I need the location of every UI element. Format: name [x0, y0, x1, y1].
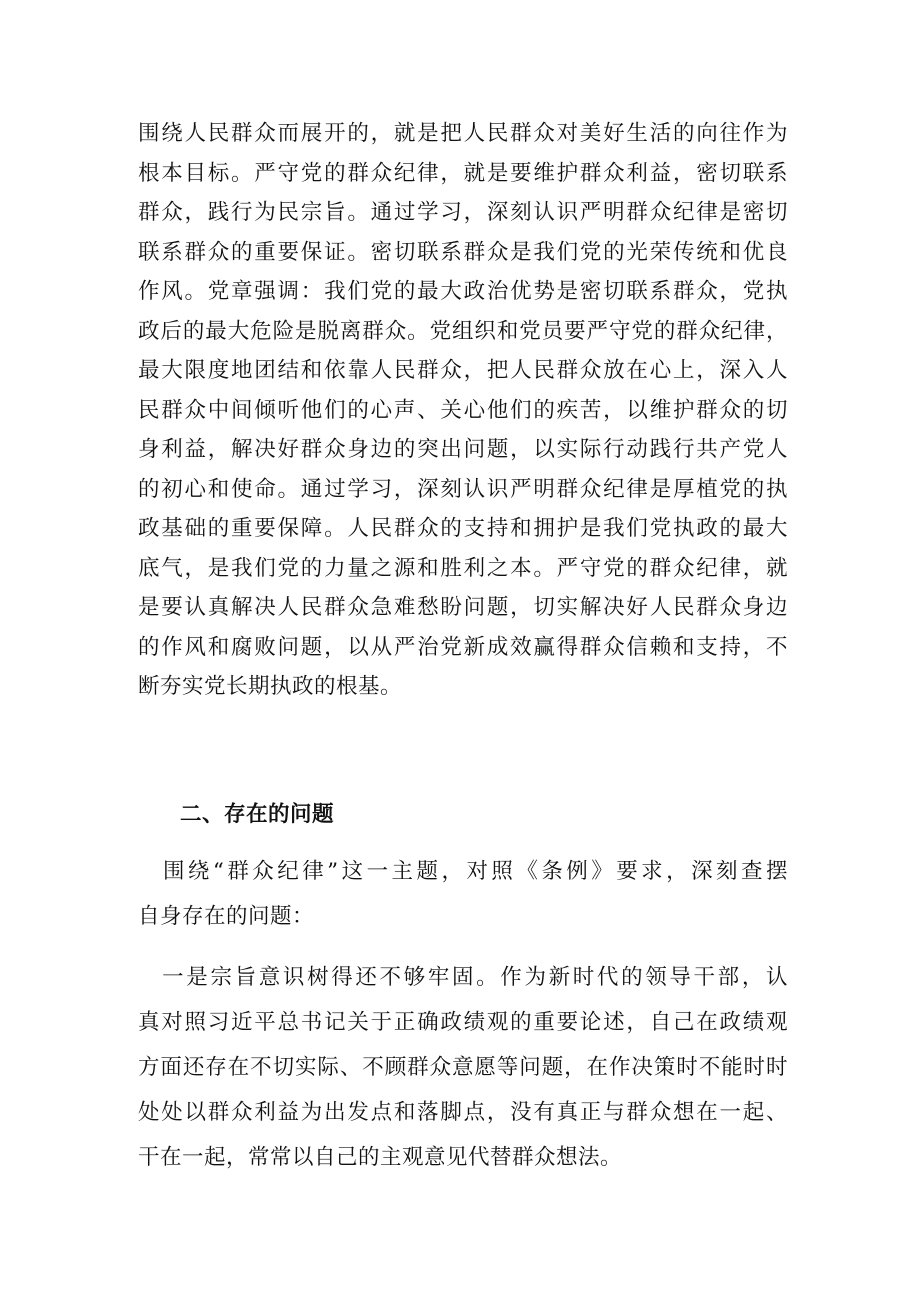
text-line: 的初心和使命。通过学习，深刻认识严明群众纪律是厚植党的执 — [138, 476, 788, 502]
text-line: 的作风和腐败问题，以从严治党新成效赢得群众信赖和支持，不 — [138, 634, 788, 660]
text-line: 是要认真解决人民群众急难愁盼问题，切实解决好人民群众身边 — [138, 595, 788, 620]
text-line: 民群众中间倾听他们的心声、关心他们的疾苦，以维护群众的切 — [138, 397, 788, 423]
text-line: 围绕人民群众而展开的，就是把人民群众对美好生活的向往作为 — [138, 121, 788, 146]
text-line: 政基础的重要保障。人民群众的支持和拥护是我们党执政的最大 — [138, 516, 788, 541]
text-line: 一是宗旨意识树得还不够牢固。作为新时代的领导干部，认 — [138, 965, 788, 990]
text-line: 作风。党章强调：我们党的最大政治优势是密切联系群众，党执 — [138, 279, 788, 304]
text-line: 方面还存在不切实际、不顾群众意愿等问题，在作决策时不能时时 — [138, 1055, 788, 1080]
text-line: 根本目标。严守党的群众纪律，就是要维护群众利益，密切联系 — [138, 160, 788, 186]
text-line: 政后的最大危险是脱离群众。党组织和党员要严守党的群众纪律， — [138, 318, 788, 344]
text-line: 真对照习近平总书记关于正确政绩观的重要论述，自己在政绩观 — [138, 1010, 788, 1035]
text-line: 断夯实党长期执政的根基。 — [138, 674, 403, 699]
body-paragraph-intro — [138, 849, 788, 939]
section-heading: 二、存在的问题 — [180, 802, 335, 827]
body-paragraph-discipline-importance — [138, 114, 788, 707]
text-line: 底气，是我们党的力量之源和胜利之本。严守党的群众纪律，就 — [138, 555, 788, 581]
text-line: 干在一起，常常以自己的主观意见代替群众想法。 — [138, 1145, 623, 1170]
text-line: 处处以群众利益为出发点和落脚点，没有真正与群众想在一起、 — [138, 1100, 788, 1125]
text-line: 身利益，解决好群众身边的突出问题，以实际行动践行共产党人 — [138, 437, 788, 462]
text-line: 联系群众的重要保证。密切联系群众是我们党的光荣传统和优良 — [138, 239, 788, 265]
text-line: 最大限度地团结和依靠人民群众，把人民群众放在心上，深入人 — [138, 358, 788, 383]
body-paragraph-issue-one — [138, 955, 788, 1180]
text-line: 群众，践行为民宗旨。通过学习，深刻认识严明群众纪律是密切 — [138, 200, 788, 225]
text-line: 自身存在的问题： — [138, 904, 315, 929]
text-line: 围绕“群众纪律”这一主题，对照《条例》要求，深刻查摆 — [138, 859, 788, 884]
